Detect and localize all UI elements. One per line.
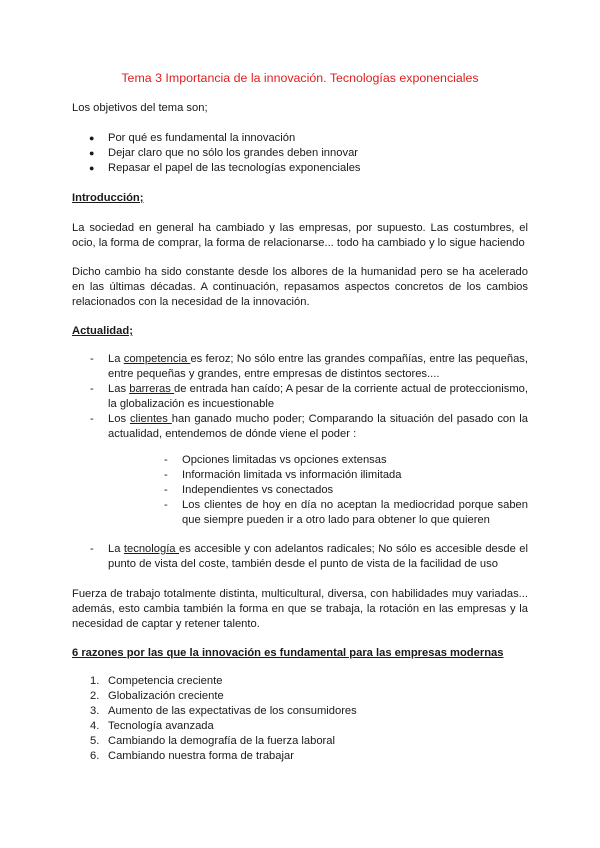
bullet-icon: ● (89, 148, 95, 158)
introduccion-heading: Introducción; (72, 192, 144, 204)
introduccion-paragraph-1: La sociedad en general ha cambiado y las empresas, por supuesto. Las costumbres, el ocio, la forma de comprar, la forma de relacionarse... todo ha cambiado y lo sigue haciendo (72, 222, 528, 249)
bullet-icon: ● (89, 163, 95, 173)
clientes-sublist-wrap (164, 453, 528, 528)
list-item: - La tecnología es accesible y con adelantos radicales; No sólo es accesible desde el punto de vista del coste, también desde el punto de vista de la facilidad de uso (90, 543, 528, 570)
dash-icon: - (164, 469, 168, 481)
list-item: - Las barreras de entrada han caído; A pesar de la corriente actual de proteccionismo, la globalización es incuestionable (90, 383, 528, 410)
razones-list-wrap (72, 674, 528, 764)
list-item: - Opciones limitadas vs opciones extensas (164, 454, 387, 466)
actualidad-list (72, 352, 528, 442)
list-item: 5. Cambiando la demografía de la fuerza laboral (90, 735, 335, 747)
razones-heading: 6 razones por las que la innovación es fundamental para las empresas modernas (72, 647, 504, 659)
list-item: ● Dejar claro que no sólo los grandes deben innovar (89, 147, 359, 159)
list-item: 3. Aumento de las expectativas de los consumidores (90, 705, 357, 717)
dash-icon: - (90, 383, 94, 395)
tecnologia-list-wrap (72, 542, 528, 572)
tecnologia-list (72, 542, 528, 572)
list-item: - La competencia es feroz; No sólo entre las grandes compañías, entre las pequeñas, entre pequeñas y grandes, entre empresas de distintos sectores.... (90, 353, 528, 380)
bullet-icon: ● (89, 133, 95, 143)
objectives-list-wrap (72, 131, 528, 176)
list-item: - Los clientes de hoy en día no aceptan la mediocridad porque saben que siempre pueden ir a otro lado para obtener lo que quieren (164, 499, 528, 526)
keyword-clientes: clientes (129, 413, 172, 425)
objectives-intro: Los objetivos del tema son; (72, 102, 208, 114)
dash-icon: - (164, 499, 168, 511)
list-item: - Información limitada vs información ilimitada (164, 469, 402, 481)
list-item: 6. Cambiando nuestra forma de trabajar (90, 750, 294, 762)
keyword-tecnologia: tecnología (123, 543, 179, 555)
dash-icon: - (90, 353, 94, 365)
list-item: ● Repasar el papel de las tecnologías exponenciales (89, 162, 361, 174)
dash-icon: - (164, 484, 168, 496)
keyword-barreras: barreras (129, 383, 175, 395)
keyword-competencia: competencia (123, 353, 191, 365)
objectives-list (72, 131, 528, 176)
dash-icon: - (90, 543, 94, 555)
list-item: 2. Globalización creciente (90, 690, 224, 702)
list-item: - Los clientes han ganado mucho poder; Comparando la situación del pasado con la actualidad, entendemos de dónde viene el poder : (90, 413, 528, 440)
dash-icon: - (90, 413, 94, 425)
list-item: - Independientes vs conectados (164, 484, 334, 496)
list-item: 1. Competencia creciente (90, 675, 223, 687)
list-item: ● Por qué es fundamental la innovación (89, 132, 296, 144)
razones-list (72, 674, 528, 764)
dash-icon: - (164, 454, 168, 466)
page-title: Tema 3 Importancia de la innovación. Tecnologías exponenciales (121, 71, 479, 85)
list-item: 4. Tecnología avanzada (90, 720, 214, 732)
clientes-sublist (164, 453, 528, 528)
actualidad-list-wrap (72, 352, 528, 442)
actualidad-heading: Actualidad; (72, 325, 133, 337)
actualidad-closing-paragraph: Fuerza de trabajo totalmente distinta, multicultural, diversa, con habilidades muy variadas... además, esto cambia también la forma en que se trabaja, la rotación en las empresas y la necesidad de captar y retener talento. (72, 588, 528, 630)
introduccion-paragraph-2: Dicho cambio ha sido constante desde los albores de la humanidad pero se ha acelerado en las últimas décadas. A continuación, repasamos aspectos concretos de los cambios relacionados con la necesidad de la innovación. (72, 266, 528, 308)
